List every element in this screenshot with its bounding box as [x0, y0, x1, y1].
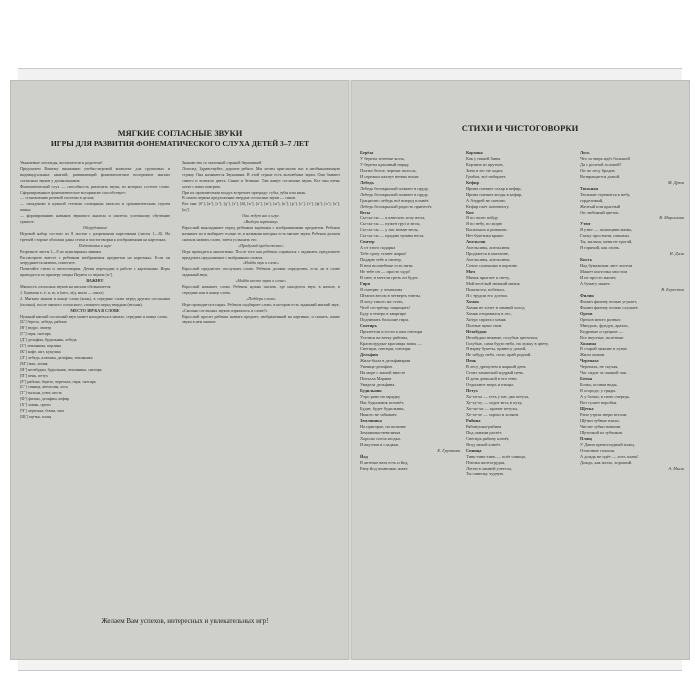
poem-title: Апельсин: [466, 239, 486, 245]
poem-line: Миндаль, фундук, арахис,: [580, 322, 629, 328]
poem-title: Синица: [466, 447, 482, 453]
text-paragraph: «Придумай предложение»: [238, 242, 284, 248]
text-paragraph: [Г’] гиря, снегирь: [20, 331, 51, 337]
poem-line: Хомяк отправился в лес,: [466, 310, 512, 316]
poem-line: Я по небу, по морю: [466, 221, 503, 227]
poem-title: Хомяк: [466, 298, 480, 304]
poem-line: Вот гуляет воробьи.: [580, 400, 618, 406]
poem-author: Е. Груткова: [437, 447, 460, 453]
poem-line: Черепаха, не скучая,: [580, 364, 619, 370]
poem-line: Стоит замшелый мудрый пень.: [466, 370, 524, 376]
poem-line: Поднимать большие гири.: [360, 316, 409, 322]
poem-title: Лебедь: [360, 179, 374, 185]
poem-line: Голубые, сами будто небо, на лужку в цвету,: [466, 340, 549, 346]
poem-line: Я нарву букеты, принесу домой,: [466, 346, 527, 352]
text-paragraph: [М’] мяч, хомяк: [20, 360, 48, 366]
poem-line: Лебедь белокрылый плавает в пруду.: [360, 191, 429, 197]
poem-line: Покатился, побежал,: [466, 286, 505, 292]
poem-line: Сы-сы-сы — у нас новые весы,: [360, 227, 419, 233]
text-paragraph: — становлению речевой системы в целом;: [20, 195, 95, 201]
left-title-line2: ИГРЫ ДЛЯ РАЗВИТИЯ ФОНЕМАТИЧЕСКОГО СЛУХА ДЕТЕЙ 3–7 ЛЕТ: [50, 139, 310, 148]
poem-line: Да с рогатой головой?: [580, 161, 622, 167]
poem-line: Сы-сы-сы — я взвесить хочу весы,: [360, 215, 426, 221]
poem-title: Рябина: [466, 417, 481, 423]
text-paragraph: Оборудование: [82, 224, 108, 230]
poem-line: Хе-хе-хе — хорош и хозяин.: [466, 411, 520, 417]
poem-title: Снегирь: [360, 322, 377, 328]
text-paragraph: [Р’] рябина, береза, черепаха, гиря, снегирь: [20, 378, 96, 384]
text-paragraph: В самом первом предложении твердые согласные звуки — синие.: [182, 195, 297, 201]
text-paragraph: [З’] земляника, корзина: [20, 343, 62, 349]
poem-title: Тюльпан: [580, 185, 598, 191]
poem-line: Машет кисточка хвостом: [580, 269, 628, 275]
poem-title: Щетка: [580, 405, 594, 411]
text-paragraph: [Д’] дельфин, будильник, лебедь: [20, 337, 77, 343]
booklet-bottom-edge: [18, 660, 682, 671]
text-paragraph: «Найди звук в слове»: [242, 260, 280, 266]
poem-line: Платье белое, черные полосы,: [360, 167, 417, 173]
text-paragraph: Взрослый называет слово. Ребенок нужно сказать, где находится звук: в начале, в середине или в конце слова.: [182, 284, 340, 295]
poem-line: Жила-была в дельфинарии: [360, 358, 411, 364]
poem-line: Филин филину ночью угукает,: [580, 298, 638, 304]
text-paragraph: 1. Буквами е, ё, и, ю, я (мел, лёд, мыло — мило).: [20, 289, 105, 295]
poem-line: На пригорке, на полянке: [360, 423, 406, 429]
poem-line: Он по лесу бродит,: [580, 167, 616, 173]
poem-line: Не тебе он — просто чудо!: [360, 269, 411, 275]
poem-line: Ирина смешит ягоды в кефир,: [466, 191, 523, 197]
poem-line: Над бумажным лист листом: [580, 263, 633, 269]
poem-title: Орехи: [580, 310, 593, 316]
text-paragraph: [Щ’] щетка, плащ: [20, 413, 51, 419]
closing-wish: Желаем Вам успехов, интересных и увлекательных игр!: [101, 617, 269, 625]
poem-line: Полные щеки свои.: [466, 322, 503, 328]
poem-line: Тебе сразу станет жарко!: [360, 251, 407, 257]
poem-line: В свет, в метели греть он будет.: [360, 275, 419, 281]
poem-line: Грибов, всё набирает.: [466, 173, 507, 179]
poem-line: Кефир пьёт понемногу.: [466, 203, 510, 209]
poem-title: Хижина: [580, 340, 597, 346]
text-paragraph: Подготовка к игре: [78, 242, 112, 248]
poem-line: Уселися на ветку рябины,: [360, 334, 409, 340]
poem-line: Отличные галоши.: [580, 447, 616, 453]
text-paragraph: [Ф’] филин, дельфин, кефир: [20, 396, 70, 402]
text-paragraph: Игра проводится в парах. Ребенок подбирает слово, в котором есть заданный мягкий звук.: [182, 301, 340, 307]
poem-line: Нет букетика краше.: [466, 233, 505, 239]
poem-line: Чистят зубки новыми: [580, 423, 621, 429]
poems-column-3: [580, 150, 684, 650]
poem-line: Хомяк не хочет в зимний холод: [466, 304, 525, 310]
poem-line: Тюльпан стремится к небу,: [580, 191, 631, 197]
poem-line: Орехов много разных:: [580, 316, 622, 322]
text-paragraph: Вот они: [б’], [в’], [г’], [д’], [з’], [й], [к’], [л’], [м’], [н’], [п’], [р’], [с’], [т’], [ф’], [х’], [ч’], [щ’].: [182, 201, 340, 213]
poem-line: И день деньской в его тени: [466, 376, 517, 382]
poem-title: Гиря: [360, 280, 370, 286]
poem-title: Утюг: [580, 221, 591, 227]
text-paragraph: Уважаемые логопеды, воспитатели и родители!: [20, 160, 103, 165]
poem-title: Весы: [360, 209, 371, 215]
text-paragraph: «Выбери картинку»: [243, 219, 279, 225]
poem-line: У березы красивый наряд:: [360, 161, 410, 167]
poem-line: А Андрей не спешит,: [466, 197, 506, 203]
poem-line: Птичка желтогрудая,: [466, 459, 506, 465]
text-paragraph: Почитайте стихи и чистоговорки. Детям переходим к работе с карточками. Игры проводятся по примеру опоры Играем со звуком [м’].: [20, 266, 170, 278]
text-paragraph: [С’] синица, апельсин, лось: [20, 384, 69, 390]
poem-line: Васильков и ромашек.: [466, 227, 508, 233]
poem-line: Я хочу такого же стать,: [360, 298, 404, 304]
text-paragraph: [Т’] тыльан, утюг, кисть: [20, 390, 62, 396]
poem-line: Апельсины, апельсины: [466, 257, 510, 263]
poem-line: Глажу простыни, пижамы.: [580, 233, 630, 239]
poem-line: У березы зеленые косы,: [360, 155, 405, 161]
right-title: СТИХИ И ЧИСТОГОВОРКИ: [461, 123, 579, 133]
poem-line: И вкусная и сладкая.: [360, 441, 399, 447]
text-paragraph: Взрослый выкладывает перед ребенком картинки с изображениями предметов. Ребенок называет их и выбирает только те, в названии которых есть мягкие звуки. Ребенок должен сначала назвать слово, затем услышать его.: [182, 224, 340, 242]
poem-line: Жили хижин.: [580, 352, 606, 358]
poem-title: Филин: [580, 292, 594, 298]
poem-line: Хорошо спела ягодка,: [360, 435, 401, 441]
poem-author: А. Мыли: [668, 465, 684, 471]
poem-line: Я горячий, как огонь.: [580, 245, 621, 251]
poem-line: Я смотрю: у чемпиона: [360, 286, 403, 292]
text-paragraph: Знакомство со сказочной страной Звуковиней: [182, 160, 262, 165]
poem-line: Лебедь белокрылый плавает в пруду,: [360, 185, 429, 191]
poem-line: Под окнами растёт.: [466, 429, 503, 435]
poem-line: Что за зверь идёт большой: [580, 155, 630, 161]
poem-line: А дождь не идёт — хоть плачь!: [580, 453, 639, 459]
poem-line: Увидела дельфина.: [360, 382, 396, 388]
poem-line: Рано утром звери встали,: [580, 411, 628, 417]
poem-line: Никого не забывает.: [360, 411, 398, 417]
poem-line: горделивый,: [580, 197, 604, 203]
poem-line: Как у нашей Зины: [466, 155, 501, 161]
poem-line: Сы-сы-сы — нужен груз и весы,: [360, 221, 421, 227]
text-paragraph: Разрежьте листы 1—8 по пунктирным линиям.: [20, 248, 102, 254]
poem-line: Подарю тебе я свитер,: [360, 257, 402, 263]
poem-line: Час сидит за чашкой чая.: [580, 370, 627, 376]
poem-line: Сочно солнышко в корзине.: [466, 263, 519, 269]
text-paragraph: Взрослый просит ребенка назвать предмет, изображенный на картинке, и сказать, какие звуки в нем мягкие.: [182, 313, 340, 325]
text-paragraph: [Н’] незабудки, будильник, земляника, снегирь: [20, 366, 102, 372]
poem-line: Сы-сы-сы — продаю нужны весы.: [360, 233, 425, 239]
poem-line: Он любимый цветок.: [580, 209, 620, 215]
poem-line: Ха-ха-ха — есть у нас два петуха,: [466, 394, 530, 400]
text-paragraph: [Ч’] черепаха, бочка, мяч: [20, 408, 64, 414]
text-paragraph: [П’] пень, петух: [20, 372, 49, 378]
text-paragraph: [К’] кофе, кит, кукушка: [20, 349, 61, 354]
poem-line: Возвращается домой.: [580, 173, 621, 179]
text-paragraph: МЕСТО ЗВУКА В СЛОВЕ: [70, 307, 120, 313]
poem-line: Земляника-невеличка: [360, 429, 401, 435]
text-paragraph: Игровой набор состоит из 8 листов с разрезными карточками (листы 1—8). На третьей стороне обложки даны стихи и чистоговорки к изображениям на карточках.: [20, 230, 170, 242]
poem-line: Корзина из прутьев,: [466, 161, 504, 167]
page-gutter: [348, 80, 352, 660]
poem-title: Незабудки: [466, 328, 487, 334]
poem-title: Плащ: [580, 435, 592, 441]
left-column-intro: [20, 160, 170, 600]
left-title-line1: МЯГКИЕ СОГЛАСНЫЕ ЗВУКИ: [117, 129, 243, 138]
poem-line: Ирина смешит сахар в кефир,: [466, 185, 522, 191]
poem-line: Ты, малыш, меня не трогай,: [580, 239, 633, 245]
poem-line: Штанга весом в четверть тонны.: [360, 292, 421, 298]
poem-title: Бочка: [580, 376, 593, 382]
text-paragraph: Предлагаем Вашему вниманию учебно-игровой комплект для групповых и индивидуальных занятий, развивающий фонематическое восприятие мягких согласных звуков у дошкольников.: [20, 165, 170, 183]
poem-author: В. Берестов: [661, 286, 684, 292]
poem-line: В нем волшебные есть нити.: [360, 263, 414, 269]
text-paragraph: Нужный мягкий согласный звук может находиться в начале, середине и конце слова.: [20, 313, 168, 319]
poem-title: Земляника: [360, 417, 382, 423]
text-paragraph: Они ждут вас в игре.: [242, 213, 280, 219]
text-paragraph: Взрослый предлагает послушать слово. Ребенок должен определить, есть ли в слове заданный звук.: [182, 266, 340, 278]
text-paragraph: [Л’] лебедь, клюшка, дельфин, земляника: [20, 354, 93, 360]
poem-line: Рану йод помножко жжет.: [360, 465, 409, 471]
text-paragraph: Мягкость согласных звуков на письме обозначается:: [20, 284, 112, 290]
poem-title: Свитер: [360, 239, 375, 245]
poem-line: Ху-ху-ху — ходит весь в пуху,: [466, 400, 523, 406]
poem-line: У Даши превосходный плащ,: [580, 441, 635, 447]
text-paragraph: Логопед. Здравствуйте, дорогие ребята. Мы хотим пригласить вас в необыкновенную страну. Она называется Звуковиня. В этой стране есть волшебные звуки. Они бывают синего и зеленого цвета. Синие и Зеленые. Там живут согласные звуки. Все они очень хотят с вами поиграть.: [182, 165, 340, 189]
poem-line: Тинь-тинь-тинь — поёт синица,: [466, 453, 526, 459]
poem-title: Черепаха: [580, 358, 599, 364]
text-paragraph: [Б’] береза, лебедь, рябина: [20, 319, 67, 325]
poem-line: Умница-дельфин.: [360, 364, 393, 370]
poem-title: Мяч: [466, 269, 475, 275]
poem-line: Я с трудом его догнал.: [466, 292, 509, 298]
poem-line: Будит, будет будильник,: [360, 405, 405, 411]
poem-line: Ты синичку чудную.: [466, 471, 505, 477]
text-paragraph: Игра проводится аналогично. После того как ребенок справился с заданием, предложите придумать предложение с выбранным словом.: [182, 248, 340, 260]
text-paragraph: Рассмотрите вместе с ребенком изображения предметов на карточках. Если он затрудняется назвать, помогите.: [20, 254, 170, 266]
poem-line: Мячик прыгает к свету,: [466, 275, 510, 281]
poem-line: Незабудки нежные, голубые цветочки,: [466, 334, 538, 340]
poem-line: Хитро спрятал хомяк: [466, 316, 506, 322]
text-paragraph: [В’] ведро, свитер: [20, 325, 52, 331]
poem-line: Кедровые и грецкие —: [580, 328, 624, 334]
poem-line: И не просто машет,: [580, 275, 617, 281]
poem-line: Поехала Марина: [360, 376, 392, 382]
poem-line: На море с мамой вместе: [360, 370, 406, 376]
text-paragraph: — формированию навыков звукового анализа и синтеза; успешному обучению грамоте.: [20, 213, 170, 225]
poem-line: Щеточкой из зубчиков.: [580, 429, 623, 435]
poem-line: Апельсины, апельсины: [466, 245, 510, 251]
poem-title: Берёза: [360, 150, 374, 155]
poem-line: Все вкусные, полезные.: [580, 334, 625, 340]
poem-line: А у бочки, в свою очередь,: [580, 394, 631, 400]
poem-title: Дельфин: [360, 352, 378, 358]
poem-line: Снегири, снегири, снегири.: [360, 346, 412, 352]
poems-column-1: [360, 150, 460, 650]
poem-line: Я по полю пойду: [466, 215, 499, 221]
poem-line: Бочка, полная воды,: [580, 382, 618, 388]
poem-line: Нас будильник позовёт,: [360, 400, 405, 406]
poem-line: Филин филину ночью слушает.: [580, 304, 639, 310]
poems-column-2: [466, 150, 574, 650]
left-column-games: [182, 160, 340, 600]
poem-line: В лесу дремучем в жаркий день: [466, 364, 526, 370]
poem-line: Летом в зимней улетела,: [466, 465, 512, 471]
poem-line: Красногрудые красавцы зимы —: [360, 340, 422, 346]
text-paragraph: ВАЖНО!: [86, 278, 104, 284]
poem-title: Кисть: [580, 257, 593, 263]
poem-line: Грациозно лебедь всё вперед плывёт.: [360, 197, 430, 203]
poem-line: А от этого подарка: [360, 245, 396, 251]
text-paragraph: При их произнесении воздух встречает преграду: губы, зубы или язык.: [182, 189, 306, 195]
poem-line: Снегирь рябину клюёт,: [466, 435, 510, 441]
poem-line: Дождь, как назло, хороший.: [580, 459, 633, 465]
text-paragraph: — овладению в нужной степени словарным запасом и грамматическим строем языка;: [20, 201, 170, 213]
poem-title: Пень: [466, 358, 477, 364]
text-paragraph: «Найди место звука в слове»: [235, 278, 287, 284]
poem-title: Будильник: [360, 388, 382, 394]
poem-title: Кит: [466, 209, 474, 215]
poem-line: Щётки зубные взяли,: [580, 417, 620, 423]
poem-author: И. Дали: [669, 251, 684, 257]
poem-title: Лось: [580, 150, 590, 155]
poem-line: Зина в лес не ходит,: [466, 167, 504, 173]
text-paragraph: «Сколько согласных звуков спряталось в слове?»: [182, 307, 268, 313]
poem-line: Ягод зимой клюёт.: [466, 441, 501, 447]
text-paragraph: 2. Мягким знаком в конце слова (конь), в середине слова перед другим согласным (польки), после мягкого согласного, стоящего перед твердым (весная).: [20, 295, 170, 307]
poem-line: Чтоб сестрёнку защищать!: [360, 304, 411, 310]
poem-line: В огороде, у гряды.: [580, 388, 617, 394]
poem-author: В. Мирошова: [659, 215, 684, 221]
poem-line: Продаются в магазине,: [466, 251, 509, 257]
poem-title: Кефир: [466, 179, 480, 185]
poem-line: Буду я теперь в квартире: [360, 310, 407, 316]
poem-line: Мой весёлый звонкий мячик: [466, 280, 520, 286]
poem-line: Прилетели в гости к нам снегири: [360, 328, 423, 334]
poem-line: А бумагу мажет.: [580, 280, 611, 286]
text-paragraph: Фонематический слух — способность различать звуки, из которых состоит слово. Сформированное фонематическое восприятие способствует:: [20, 183, 170, 195]
poem-line: В старой хижине в лунах: [580, 346, 628, 352]
poem-line: Лебедь белокрылый радость принесёт.: [360, 203, 433, 209]
poem-line: Не забуду небо, поле, край родной.: [466, 352, 532, 358]
poem-title: Йод: [360, 453, 368, 459]
poem-line: В аптечке вата есть и йод,: [360, 459, 409, 465]
poem-author: М. Дрюн: [667, 179, 684, 185]
poem-line: И сережки пахнут ветвях висят.: [360, 173, 420, 179]
text-paragraph: «Подбери слова»: [246, 295, 276, 301]
poem-title: Петух: [466, 388, 478, 394]
poem-line: Желтый или красный: [580, 203, 621, 209]
poem-line: Отдыхают зверь и птицы.: [466, 382, 515, 388]
poem-line: Хи-хи-хи — кричат петухи,: [466, 405, 518, 411]
poem-line: Рябинушка-рябина: [466, 423, 502, 429]
poem-title: Корзина: [466, 150, 483, 155]
poem-line: Я утюг — помощник мамы,: [580, 227, 633, 233]
poem-line: Утро рано на зарядку: [360, 394, 401, 400]
text-paragraph: [Х’] хомяк, орехи: [20, 402, 51, 408]
